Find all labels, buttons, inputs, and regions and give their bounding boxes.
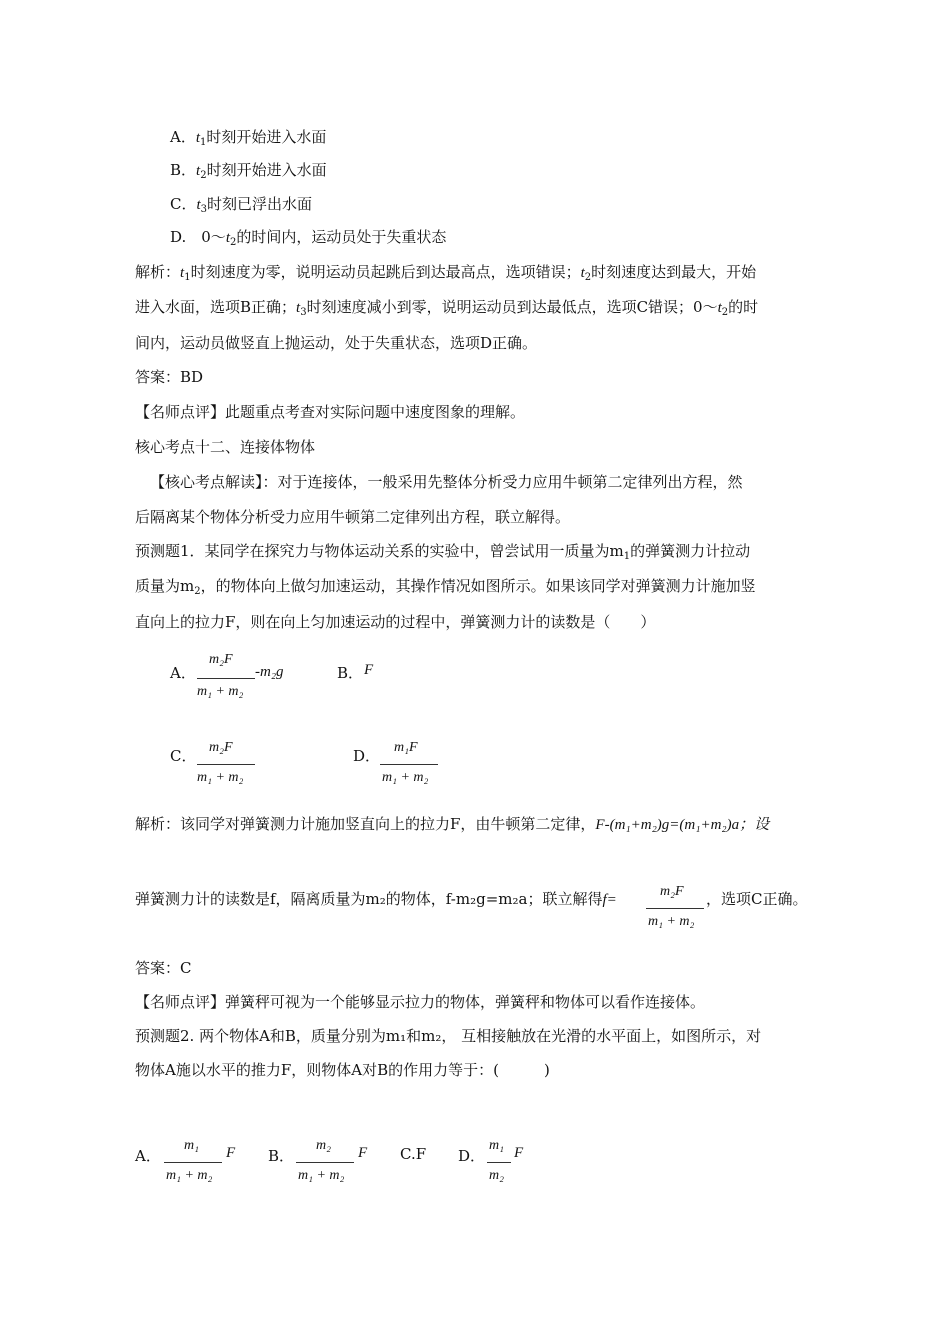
- q1-stem-2: 质量为$m_2$，的物体向上做匀加速运动，其操作情况如图所示。如果该同学对弹簧测力计施加竖: [135, 577, 756, 597]
- section-title: 核心考点十二、连接体物体: [135, 438, 316, 456]
- q1-option-a-tail: -m₂g: [255, 664, 284, 680]
- analysis-line-3: 间内，运动员做竖直上抛运动，处于失重状态，选项D正确。: [135, 334, 538, 352]
- numerator: m₁: [184, 1138, 199, 1153]
- denominator: m₁ + m₂: [197, 684, 244, 699]
- analysis-line-2: 进入水面，选项B正确；$t_3$时刻速度减小到零，说明运动员到达最低点，选项C错误；$0\sim t_2$的时: [135, 298, 759, 318]
- q1-option-d-label: D．: [353, 747, 381, 765]
- answer-bd: 答案：BD: [135, 368, 204, 386]
- option-d: D. $0\sim t_2$的时间内，运动员处于失重状态: [170, 228, 447, 248]
- q2-option-a-fraction: [164, 1138, 224, 1188]
- q1-analysis-1: 解析：该同学对弹簧测力计施加竖直向上的拉力F，由牛顿第二定律，F-(m₁+m₂)g=(m₁+m₂)a；设: [135, 815, 770, 833]
- q2-option-a-label: A．: [135, 1147, 161, 1165]
- q2-option-b-f: F: [358, 1145, 368, 1161]
- q2-option-d-f: F: [514, 1145, 524, 1161]
- q2-option-a-f: F: [226, 1145, 236, 1161]
- review-2: 【名师点评】弹簧秤可视为一个能够显示拉力的物体，弹簧秤和物体可以看作连接体。: [135, 993, 706, 1011]
- q1-option-b-label: B．: [337, 664, 364, 682]
- q1-option-c-label: C．: [170, 747, 197, 765]
- q1-option-d-fraction: [380, 740, 440, 800]
- core-reading-1: 【核心考点解读】：对于连接体，一般采用先整体分析受力应用牛顿第二定律列出方程，然: [150, 473, 743, 491]
- q2-option-b-label: B．: [268, 1147, 295, 1165]
- fraction-bar: [197, 678, 255, 679]
- q1-analysis-2-tail: ，选项C正确。: [706, 890, 808, 908]
- fraction-bar: [197, 764, 255, 765]
- numerator: m₁: [489, 1138, 504, 1153]
- q1-stem-3: 直向上的拉力F，则在向上匀加速运动的过程中，弹簧测力计的读数是（ ）: [135, 613, 656, 631]
- numerator: m₂F: [660, 884, 684, 899]
- option-c: C．$t_3$时刻已浮出水面: [170, 195, 313, 215]
- q2-stem-2: 物体A施以水平的推力F，则物体A对B的作用力等于：( ): [135, 1061, 550, 1079]
- q2-stem-1: 预测题2. 两个物体A和B，质量分别为m₁和m₂， 互相接触放在光滑的水平面上，如图所示，对: [135, 1027, 762, 1045]
- denominator: m₁ + m₂: [166, 1168, 213, 1183]
- fraction-bar: [487, 1162, 511, 1163]
- q1-option-c-fraction: [197, 740, 257, 800]
- denominator: m₁ + m₂: [197, 770, 244, 785]
- option-b: B．$t_2$时刻开始进入水面: [170, 161, 327, 181]
- q2-option-c: C.F: [400, 1145, 427, 1163]
- option-a: A．$t_1$时刻开始进入水面: [170, 128, 327, 148]
- fraction-bar: [380, 764, 438, 765]
- fraction-bar: [164, 1162, 222, 1163]
- q2-option-d-label: D．: [458, 1147, 486, 1165]
- analysis-line-1: 解析：$t_1$时刻速度为零，说明运动员起跳后到达最高点，选项错误；$t_2$时刻速度达到最大，开始: [135, 263, 757, 283]
- answer-c: 答案：C: [135, 959, 192, 977]
- q2-option-b-fraction: [296, 1138, 356, 1188]
- q2-option-d-fraction: [487, 1138, 513, 1188]
- q1-analysis-fraction: [646, 884, 706, 934]
- denominator: m₁ + m₂: [382, 770, 429, 785]
- q1-stem-1: 预测题1．某同学在探究力与物体运动关系的实验中，曾尝试用一质量为$m_1$的弹簧测力计拉动: [135, 542, 751, 562]
- fraction-bar: [646, 908, 704, 909]
- denominator: m₂: [489, 1168, 504, 1183]
- numerator: m₂F: [209, 652, 233, 667]
- review-1: 【名师点评】此题重点考查对实际问题中速度图象的理解。: [135, 403, 526, 421]
- q1-analysis-2: 弹簧测力计的读数是f，隔离质量为m₂的物体，f-m₂g=m₂a；联立解得f=: [135, 890, 617, 908]
- denominator: m₁ + m₂: [298, 1168, 345, 1183]
- numerator: m₂: [316, 1138, 331, 1153]
- numerator: m₂F: [209, 740, 233, 755]
- numerator: m₁F: [394, 740, 418, 755]
- fraction-bar: [296, 1162, 354, 1163]
- q1-option-a-fraction: [197, 652, 257, 712]
- q1-option-b-value: F: [364, 662, 374, 678]
- core-reading-2: 后隔离某个物体分析受力应用牛顿第二定律列出方程，联立解得。: [135, 508, 571, 526]
- q1-option-a-label: A．: [170, 664, 196, 682]
- denominator: m₁ + m₂: [648, 914, 695, 929]
